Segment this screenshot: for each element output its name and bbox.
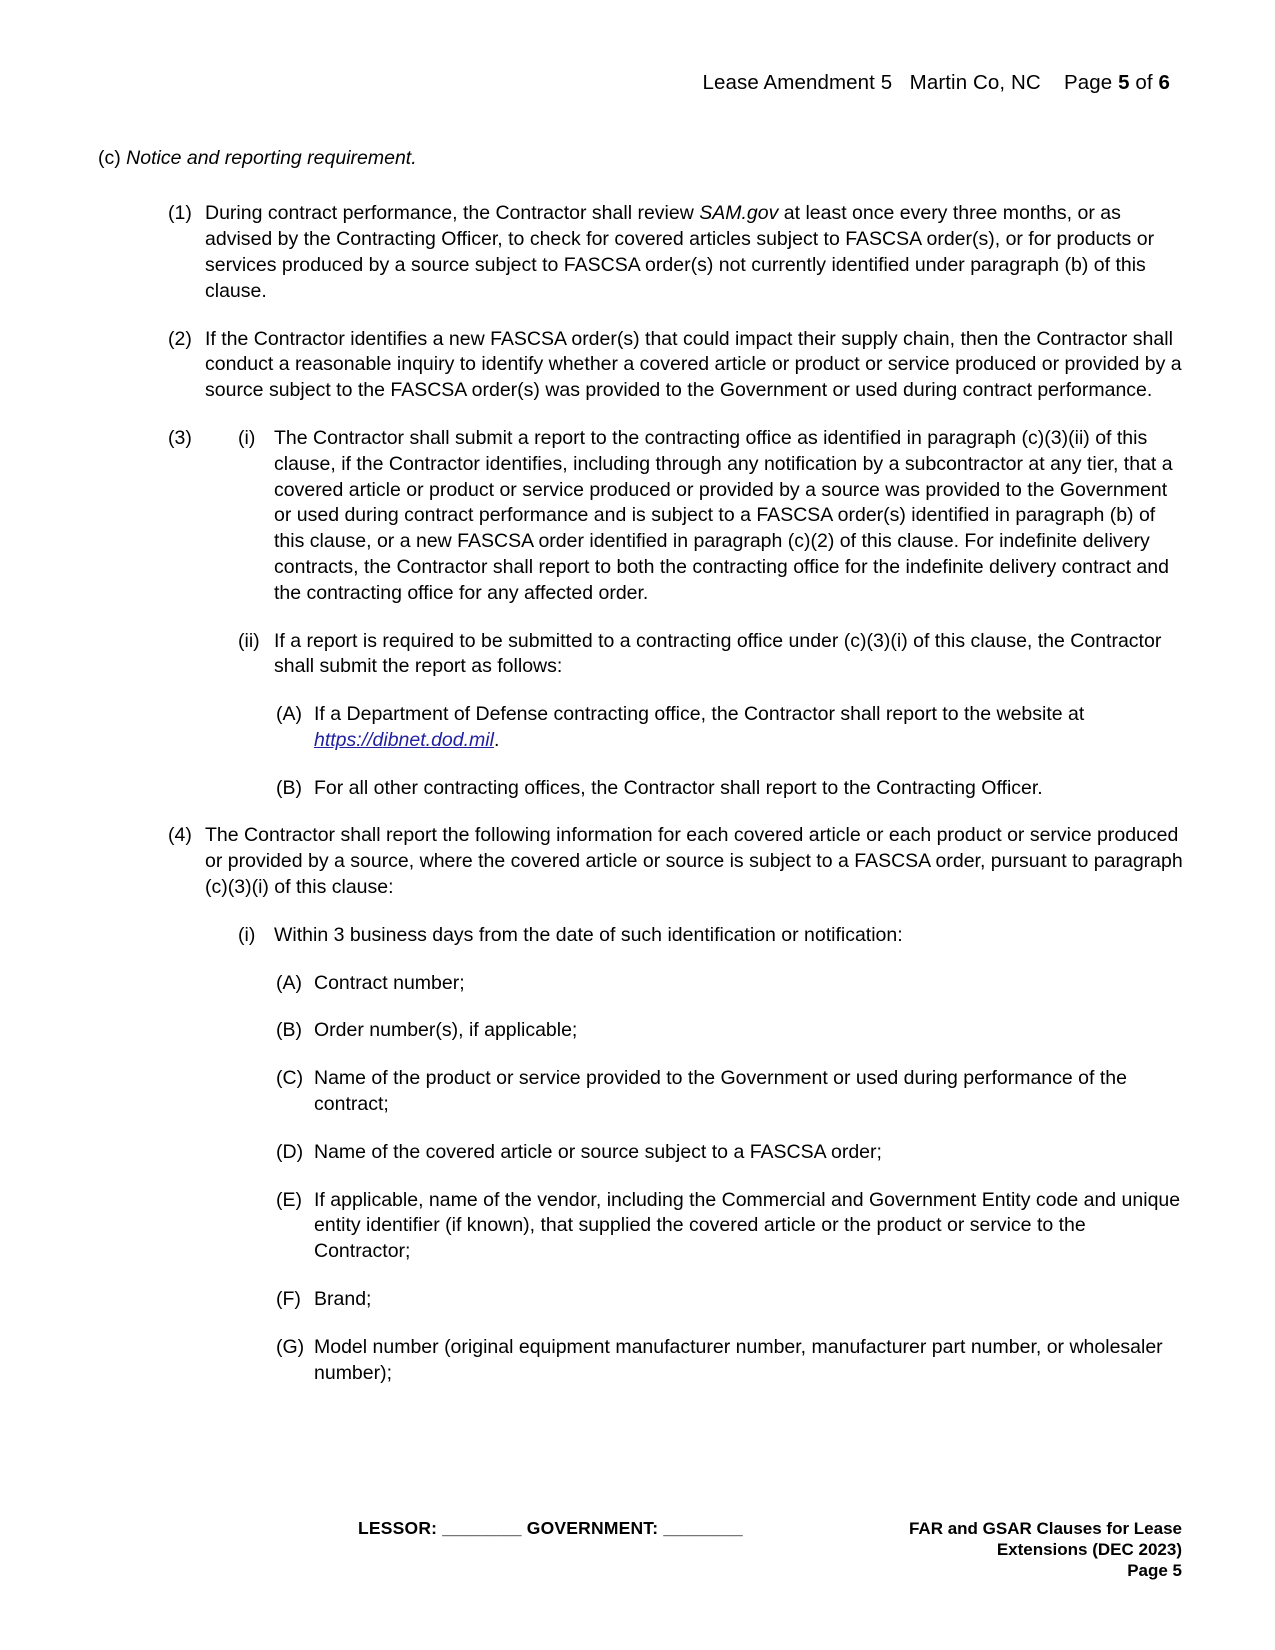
footer-reference-line-1: FAR and GSAR Clauses for Lease <box>908 1519 1182 1538</box>
list-item-text: Order number(s), if applicable; <box>314 1019 578 1042</box>
document-body <box>98 146 1183 1408</box>
list-item-text: If a report is required to be submitted to a contracting office under (c)(3)(i) of this clause, the Contractor shall submit the report as follows: <box>274 629 1162 678</box>
list-item <box>276 1287 1183 1313</box>
list-item-marker: (D) <box>276 1140 304 1163</box>
list-item <box>238 923 1183 949</box>
list-item-marker: (E) <box>276 1188 302 1211</box>
list-item <box>276 1140 1183 1166</box>
list-item-marker: (B) <box>276 1019 302 1042</box>
header-page-total: 6 <box>1158 70 1170 94</box>
list-item-text: Brand; <box>314 1288 372 1311</box>
page-footer <box>0 1514 1275 1592</box>
list-item-text: Name of the covered article or source subject to a FASCSA order; <box>314 1140 882 1163</box>
list-item-text-after: at least once every three months, or as advised by the Contracting Officer, to check for covered articles subject to FASCSA order(s), or for products or services produced by a source subject to FASCSA order(s) not currently identified under paragraph (b) of this clause. <box>205 202 1155 302</box>
list-item-text: Contract number; <box>314 971 465 994</box>
list-item-text: For all other contracting offices, the Contractor shall report to the Contracting Officer. <box>314 776 1043 799</box>
list-item-marker: (A) <box>276 703 302 726</box>
list-item-text-before: If a Department of Defense contracting office, the Contractor shall report to the website at <box>314 703 1085 726</box>
signature-line: LESSOR: ________ GOVERNMENT: ________ <box>358 1518 743 1538</box>
list-item-text: Name of the product or service provided to the Government or used during performance of the contract; <box>314 1067 1127 1116</box>
list-item-marker: (i) <box>238 426 256 449</box>
page-header <box>679 46 1170 120</box>
list-item-text: Within 3 business days from the date of such identification or notification: <box>274 923 903 946</box>
header-page-label: Page <box>1064 70 1113 94</box>
list-item-marker: (A) <box>276 971 302 994</box>
footer-reference-block <box>909 1518 1182 1581</box>
list-item-marker: (G) <box>276 1335 305 1358</box>
list-item-marker: (C) <box>276 1067 304 1090</box>
header-document-title: Lease Amendment 5 <box>702 70 893 94</box>
list-item-text <box>205 201 1183 304</box>
header-page-number: 5 <box>1118 70 1130 94</box>
list-item-emphasis: SAM.gov <box>699 202 779 225</box>
list-item <box>276 1018 1183 1044</box>
list-item <box>238 426 1183 607</box>
list-item-marker: (F) <box>276 1288 301 1311</box>
list-item <box>168 823 1183 900</box>
clause-heading <box>98 146 1183 171</box>
list-item-marker: (1) <box>168 202 192 225</box>
list-item-text-before: During contract performance, the Contractor shall review <box>205 202 700 225</box>
list-item <box>168 327 1183 404</box>
list-item <box>168 201 1183 304</box>
list-item-marker: (ii) <box>238 629 260 652</box>
list-item-text: The Contractor shall report the following information for each covered article or each product or service produced or provided by a source, where the covered article or source is subject to a FASCSA order, pursuant to paragraph (c)(3)(i) of this clause: <box>205 824 1183 899</box>
dibnet-link[interactable]: https://dibnet.dod.mil <box>314 728 494 751</box>
list-item-text: If the Contractor identifies a new FASCSA order(s) that could impact their supply chain, then the Contractor shall conduct a reasonable inquiry to identify whether a covered article or product or service produced or provided by a source subject to the FASCSA order(s) was provided to the Government or used during contract performance. <box>205 327 1182 402</box>
list-item-marker: (2) <box>168 327 192 350</box>
list-item <box>276 1188 1183 1265</box>
list-item-marker: (i) <box>238 923 256 946</box>
list-item-text <box>314 702 1183 754</box>
header-location: Martin Co, NC <box>909 70 1041 94</box>
list-item <box>276 971 1183 997</box>
list-item-text: Model number (original equipment manufacturer number, manufacturer part number, or wholesaler number); <box>314 1335 1163 1384</box>
list-item-marker: (3) <box>168 426 192 449</box>
header-of-label: of <box>1135 70 1153 94</box>
list-item-marker: (4) <box>168 824 192 847</box>
list-item <box>276 1066 1183 1118</box>
footer-page-number: Page 5 <box>1127 1561 1182 1580</box>
list-item <box>238 629 1183 681</box>
list-item <box>276 1335 1183 1387</box>
list-item-text: If applicable, name of the vendor, including the Commercial and Government Entity code and unique entity identifier (if known), that supplied the covered article or the product or service to the Contractor; <box>314 1188 1181 1263</box>
list-item-marker: (B) <box>276 776 302 799</box>
header-spacer-1 <box>892 71 909 94</box>
list-item <box>276 776 1183 802</box>
list-item <box>276 702 1183 754</box>
clause-heading-marker: (c) <box>98 147 127 169</box>
footer-reference-line-2: Extensions (DEC 2023) <box>996 1540 1182 1559</box>
list-item-text-after: . <box>493 728 500 751</box>
clause-heading-title: Notice and reporting requirement. <box>126 147 417 169</box>
header-spacer-2 <box>1041 71 1064 94</box>
list-item-text: The Contractor shall submit a report to the contracting office as identified in paragraph (c)(3)(ii) of this clause, if the Contractor identifies, including through any notification by a subcontractor at any tier, that a covered article or product or service produced or provided by a source was provided to the Government or used during contract performance and is subject to a FASCSA order(s) identified in paragraph (b) of this clause, or a new FASCSA order identified in paragraph (c)(2) of this clause. For indefinite delivery contracts, the Contractor shall report to both the contracting office for the indefinite delivery contract and the contracting office for any affected order. <box>274 426 1173 604</box>
